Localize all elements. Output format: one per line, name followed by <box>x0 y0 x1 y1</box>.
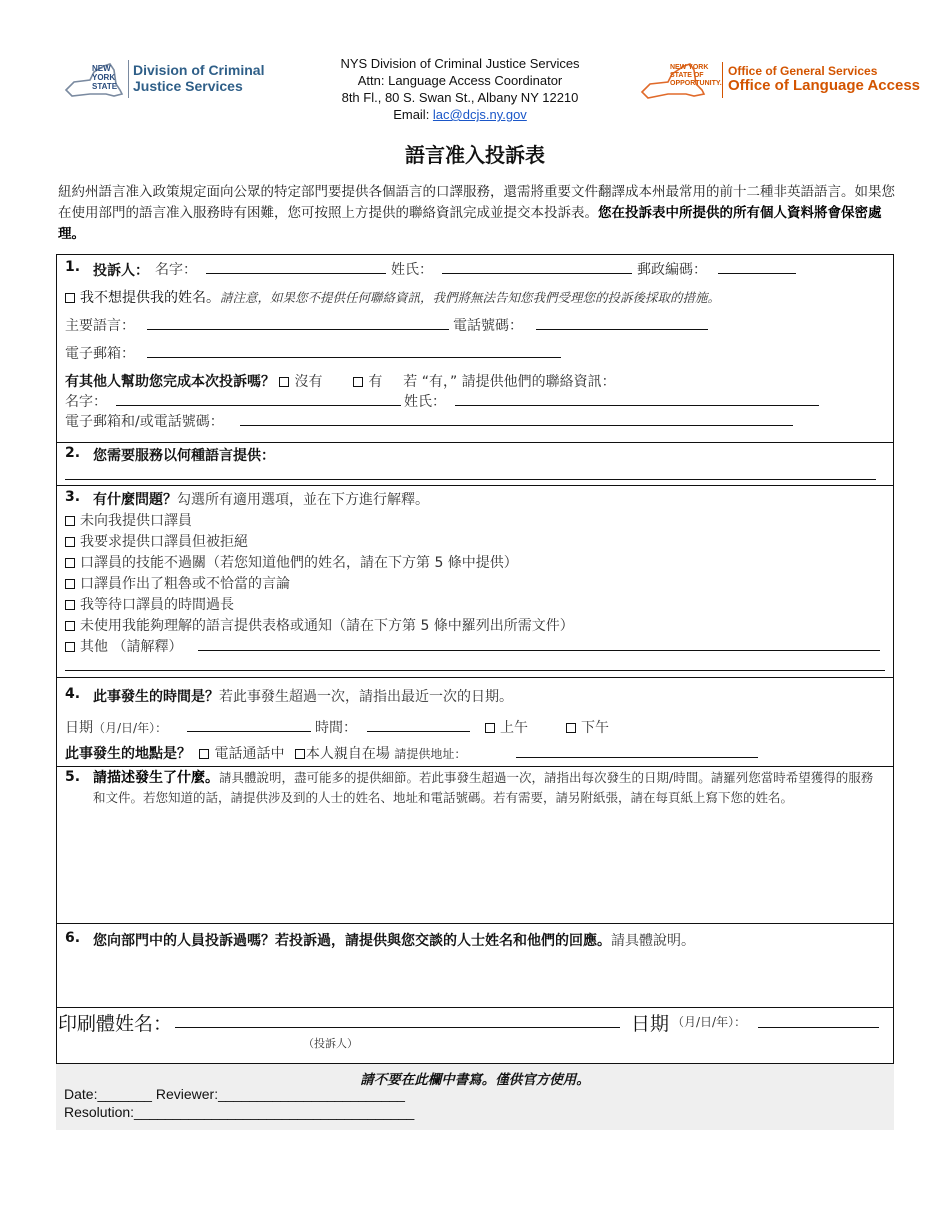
problem-label: 未向我提供口譯員 <box>80 513 192 529</box>
page-title: 語言准入投訴表 <box>405 143 545 167</box>
date-format: （月/日/年）： <box>93 721 168 735</box>
printed-name-field[interactable] <box>175 1027 620 1028</box>
helper-yes-checkbox[interactable] <box>353 377 363 387</box>
dcjs-logo <box>60 58 265 102</box>
s6-number: 6. <box>65 930 81 946</box>
last-name-label: 姓氏： <box>391 262 433 278</box>
prior-complaint-area[interactable] <box>90 955 880 1003</box>
s2-heading: 您需要服務以何種語言提供： <box>93 448 275 464</box>
anonymous-option[interactable] <box>65 287 720 307</box>
helper-last-field[interactable] <box>455 405 819 406</box>
helper-last-label: 姓氏： <box>404 394 446 410</box>
incident-time-field[interactable] <box>367 731 470 732</box>
incident-date-field[interactable] <box>187 731 311 732</box>
first-name-label: 名字： <box>155 262 197 278</box>
s1-number: 1. <box>65 259 81 275</box>
incident-description-area[interactable] <box>90 828 880 916</box>
email-label: Email: <box>393 107 433 122</box>
address-line3: 8th Fl., 80 S. Swan St., Albany NY 12210 <box>341 90 579 105</box>
problem-option[interactable] <box>65 573 290 593</box>
problem-option-other[interactable] <box>65 636 182 656</box>
problem-checkbox[interactable] <box>65 579 75 589</box>
helper-question <box>65 371 616 391</box>
dcjs-logo-line1: Division of Criminal <box>133 62 265 78</box>
helper-no-checkbox[interactable] <box>279 377 289 387</box>
location-question: 此事發生的地點是？ <box>65 746 191 762</box>
helper-first-field[interactable] <box>116 405 401 406</box>
email-field[interactable] <box>147 357 561 358</box>
s4-heading: 此事發生的時間是？ <box>93 689 219 705</box>
s5-text <box>93 768 883 807</box>
problem-checkbox[interactable] <box>65 558 75 568</box>
s3-number: 3. <box>65 489 81 505</box>
language-label: 主要語言： <box>65 318 135 334</box>
problem-option[interactable] <box>65 615 574 635</box>
time-label: 時間： <box>315 720 357 736</box>
official-date-reviewer <box>64 1086 405 1102</box>
language-field[interactable] <box>147 329 449 330</box>
s4-number: 4. <box>65 686 81 702</box>
email-link[interactable]: lac@dcjs.ny.gov <box>432 107 527 122</box>
s4-note: 若此事發生超過一次，請指出最近一次的日期。 <box>219 689 513 705</box>
am-label: 上午 <box>500 720 528 736</box>
email-label-field: 電子郵箱： <box>65 346 135 362</box>
ola-logo-line1: Office of General Services <box>728 64 878 78</box>
in-person-checkbox[interactable] <box>295 749 305 759</box>
s1-heading: 投訴人： <box>93 263 149 279</box>
helper-yes-label: 有 <box>368 374 383 390</box>
pm-option[interactable] <box>566 717 609 737</box>
ola-logo <box>636 60 920 104</box>
problem-option[interactable] <box>65 552 518 572</box>
problem-option[interactable] <box>65 510 192 530</box>
s3-instructions: 勾選所有適用選項，並在下方進行解釋。 <box>177 492 429 508</box>
dcjs-logo-line2: Justice Services <box>133 78 243 94</box>
helper-question-text: 有其他人幫助您完成本次投訴嗎？ <box>65 374 275 390</box>
problem-checkbox[interactable] <box>65 537 75 547</box>
s3-heading: 有什麼問題？ <box>93 492 177 508</box>
pm-checkbox[interactable] <box>566 723 576 733</box>
signature-date-field[interactable] <box>758 1027 879 1028</box>
problem-label: 口譯員作出了粗魯或不恰當的言論 <box>80 576 290 592</box>
phone-call-checkbox[interactable] <box>199 749 209 759</box>
problem-label: 我要求提供口譯員但被拒絕 <box>80 534 248 550</box>
address-line2: Attn: Language Access Coordinator <box>357 73 563 88</box>
am-checkbox[interactable] <box>485 723 495 733</box>
phone-field[interactable] <box>536 329 708 330</box>
other-label: 其他 （請解釋） <box>80 639 183 655</box>
anonymous-note: 請注意，如果您不提供任何聯絡資訊，我們將無法告知您我們受理您的投訴後採取的措施。 <box>220 290 721 305</box>
intro-paragraph <box>58 182 898 245</box>
problem-label: 我等待口譯員的時間過長 <box>80 597 234 613</box>
problem-option[interactable] <box>65 594 234 614</box>
problem-option[interactable] <box>65 531 248 551</box>
first-name-field[interactable] <box>206 273 386 274</box>
official-use-box <box>56 1063 894 1130</box>
phone-label: 電話號碼： <box>453 318 523 334</box>
ola-logo-line2: Office of Language Access <box>728 77 920 94</box>
zip-field[interactable] <box>718 273 796 274</box>
s6-heading: 您向部門中的人員投訴過嗎？若投訴過，請提供與您交談的人士姓名和他們的回應。 <box>93 933 611 949</box>
s3-header <box>93 489 429 509</box>
signature-date-label: 日期 <box>631 1013 670 1035</box>
helper-first-label: 名字： <box>65 394 107 410</box>
helper-contact-field[interactable] <box>240 425 793 426</box>
pm-label: 下午 <box>581 720 609 736</box>
location-row <box>65 743 466 763</box>
helper-contact-label: 電子郵箱和/或電話號碼： <box>65 414 224 430</box>
phone-call-label: 電話通話中 <box>214 746 285 762</box>
official-resolution: Resolution:____________________________________ <box>64 1104 415 1120</box>
s6-header <box>93 930 695 950</box>
other-explain-field-2[interactable] <box>65 670 885 671</box>
problem-label: 口譯員的技能不過關（若您知道他們的姓名，請在下方第 5 條中提供） <box>80 555 518 571</box>
last-name-field[interactable] <box>442 273 632 274</box>
complainant-caption: （投訴人） <box>303 1037 358 1050</box>
s6-note: 請具體說明。 <box>611 933 695 949</box>
contact-address <box>300 55 620 123</box>
printed-name-label: 印刷體姓名： <box>58 1013 173 1035</box>
anonymous-label: 我不想提供我的姓名。 <box>80 290 220 306</box>
other-explain-field[interactable] <box>198 650 880 651</box>
helper-no-label: 沒有 <box>294 374 323 390</box>
s4-header <box>93 686 513 706</box>
official-date: Date:_______ <box>64 1086 152 1102</box>
language-needed-field[interactable] <box>65 479 876 480</box>
s5-instructions: 請具體說明，盡可能多的提供細節。若此事發生超過一次，請指出每次發生的日期/時間。請羅列您當時希望獲得的服務和文件。若您知道的話，請提供涉及到的人士的姓名、地址和電話號碼。若有需要，請另附紙張，請在每頁紙上寫下您的姓名。 <box>93 770 874 805</box>
am-option[interactable] <box>485 717 528 737</box>
dcjs-logo-state: NEW YORK STATE <box>92 64 118 91</box>
address-line1: NYS Division of Criminal Justice Services <box>340 56 580 71</box>
intro-bold: 您在投訴表中所提供的所有個人資料將會保密處理。 <box>58 205 882 242</box>
intro-text: 紐約州語言准入政策規定面向公眾的特定部門要提供各個語言的口譯服務，還需將重要文件翻譯成本州最常用的前十二種非英語語言。如果您在使用部門的語言准入服務時有困難，您可按照上方提供的聯絡資訊完成並提交本投訴表。 <box>58 184 895 221</box>
problem-label: 未使用我能夠理解的語言提供表格或通知（請在下方第 5 條中羅列出所需文件） <box>80 618 574 634</box>
date-label <box>65 717 167 737</box>
official-use-note: 請不要在此欄中書寫。僅供官方使用。 <box>360 1072 590 1088</box>
ola-logo-state: NEW YORK STATE OF OPPORTUNITY. <box>670 64 722 87</box>
s2-number: 2. <box>65 445 81 461</box>
in-person-label: 本人親自在場 <box>305 746 390 762</box>
official-reviewer: Reviewer:________________________ <box>155 1086 405 1102</box>
incident-address-field[interactable] <box>516 757 758 758</box>
anonymous-checkbox[interactable] <box>65 293 75 303</box>
problem-checkbox[interactable] <box>65 600 75 610</box>
signature-date-format: （月/日/年）： <box>672 1015 747 1029</box>
date-label-text: 日期 <box>65 720 93 736</box>
s5-heading: 請描述發生了什麼。 <box>93 770 219 786</box>
s5-number: 5. <box>65 769 81 785</box>
problem-checkbox[interactable] <box>65 516 75 526</box>
other-checkbox[interactable] <box>65 642 75 652</box>
helper-if-yes: 若 “有，” 請提供他們的聯絡資訊： <box>403 374 616 390</box>
address-label: 請提供地址： <box>394 747 467 761</box>
zip-label: 郵政編碼： <box>637 262 707 278</box>
problem-checkbox[interactable] <box>65 621 75 631</box>
